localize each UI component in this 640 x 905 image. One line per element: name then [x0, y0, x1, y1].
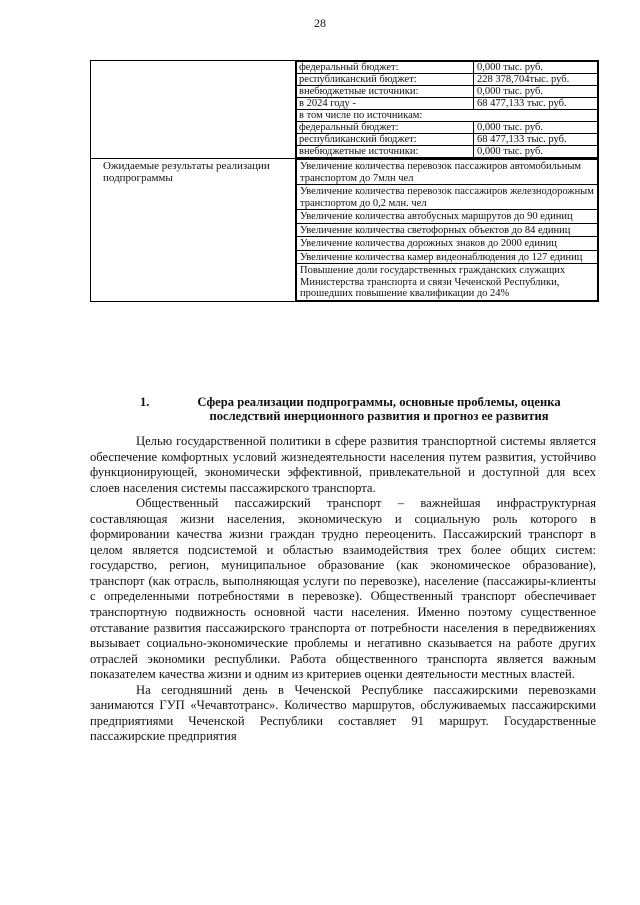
funding-line	[297, 86, 598, 98]
results-left-cell	[91, 159, 296, 302]
results-label: Ожидаемые результаты реализации подпрограммы	[103, 160, 270, 184]
paragraph: Общественный пассажирский транспорт – важнейшая инфраструктурная составляющая жизни населения, экономическую и социальную роль которого в формировании качества жизни граждан трудно переоценить. Пассажирский транспорт в целом является подсистемой и областью взаимодействия трех более общих систем: государство, регион, муниципальное образование (как экономическое образование), транспорт (как отрасль, выполняющая услуги по перевозке), население (пассажиры-клиенты с определенными потребностями в перевозке). Общественный транспорт обеспечивает транспортную подвижность основной части населения. Именно поэтому существенное отставание развития пассажирского транспорта от потребности населения в передвижениях вызывает социально-экономические проблемы и негативно сказывается на работе других отраслей экономики республики. Работа общественного транспорта является важным показателем качества жизни и одним из критериев оценки деятельности местных властей.	[90, 496, 596, 682]
result-item: Повышение доли государственных гражданских служащих Министерства транспорта и связи Чеченской Республики, прошедших повышение квалификации до 24%	[297, 264, 598, 301]
funding-line	[297, 62, 598, 74]
result-item: Увеличение количества камер видеонаблюдения до 127 единиц	[297, 250, 598, 264]
results-right-cell	[296, 159, 599, 302]
section-title: Сфера реализации подпрограммы, основные проблемы, оценка последствий инерционного развития и прогноз ее развития	[197, 395, 561, 423]
funding-value: 0,000 тыс. руб.	[474, 146, 598, 158]
funding-label: в 2024 году -	[297, 98, 474, 110]
paragraph: На сегодняшний день в Чеченской Республике пассажирскими перевозками занимаются ГУП «Чечавтотранс». Количество маршрутов, обслуживаемых пассажирскими предприятиями Чеченской Республики составляет 91 маршрут. Государственные пассажирские предприятия	[90, 682, 596, 744]
funding-value: 0,000 тыс. руб.	[474, 86, 598, 98]
funding-right-cell	[296, 61, 599, 159]
sources-line	[297, 110, 598, 122]
result-item: Увеличение количества автобусных маршрутов до 90 единиц	[297, 210, 598, 224]
section-number: 1.	[140, 395, 150, 409]
funding-label: республиканский бюджет:	[297, 134, 474, 146]
funding-label: федеральный бюджет:	[297, 62, 474, 74]
funding-value: 0,000 тыс. руб.	[474, 62, 598, 74]
funding-value: 228 378,704тыс. руб.	[474, 74, 598, 86]
funding-left-cell	[91, 61, 296, 159]
funding-subtable	[296, 61, 598, 158]
page-number: 28	[314, 16, 326, 30]
program-passport-table	[90, 60, 599, 302]
funding-label: внебюджетные источники:	[297, 86, 474, 98]
results-subtable	[296, 159, 598, 301]
funding-label: федеральный бюджет:	[297, 122, 474, 134]
funding-value: 68 477,133 тыс. руб.	[474, 134, 598, 146]
funding-line	[297, 146, 598, 158]
funding-row	[91, 61, 599, 159]
funding-value: 68 477,133 тыс. руб.	[474, 98, 598, 110]
body-text	[90, 434, 596, 745]
result-item: Увеличение количества светофорных объектов до 84 единиц	[297, 223, 598, 237]
funding-value: 0,000 тыс. руб.	[474, 122, 598, 134]
funding-line	[297, 122, 598, 134]
funding-line	[297, 74, 598, 86]
funding-line	[297, 134, 598, 146]
funding-label: внебюджетные источники:	[297, 146, 474, 158]
funding-label: республиканский бюджет:	[297, 74, 474, 86]
result-item: Увеличение количества дорожных знаков до 2000 единиц	[297, 237, 598, 251]
sources-label: в том числе по источникам:	[297, 110, 598, 122]
result-item: Увеличение количества перевозок пассажиров железнодорожным транспортом до 0,2 млн. чел	[297, 185, 598, 210]
results-row	[91, 159, 599, 302]
section-heading	[140, 395, 590, 423]
paragraph: Целью государственной политики в сфере развития транспортной системы является обеспечение комфортных условий жизнедеятельности населения путем развития, устойчиво функционирующей, экономически эффективной, привлекательной и доступной для всех слоев населения системы пассажирского транспорта.	[90, 434, 596, 495]
funding-line	[297, 98, 598, 110]
result-item: Увеличение количества перевозок пассажиров автомобильным транспортом до 7млн чел	[297, 160, 598, 185]
